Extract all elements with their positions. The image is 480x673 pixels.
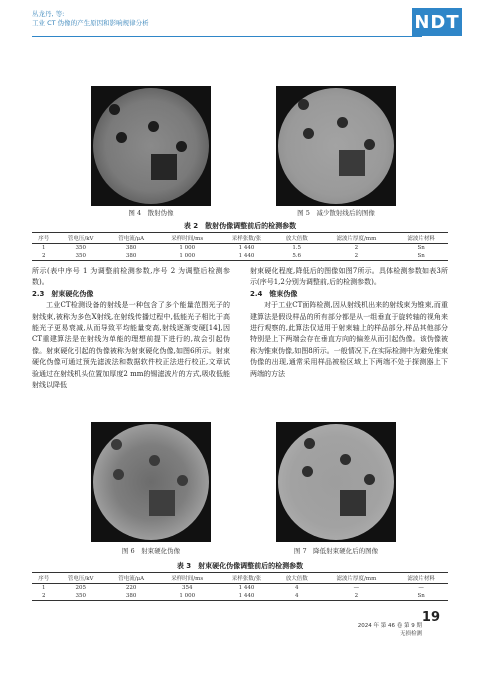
table-cell: 380: [106, 592, 157, 601]
table-cell: 220: [125, 585, 137, 591]
table-row: [32, 584, 448, 593]
figure-5-image: [276, 86, 396, 206]
table-cell: 1 440: [218, 592, 275, 601]
table-cell: Sn: [394, 252, 448, 261]
paragraph: 对于工业CT面阵检测,因从射线机出来的射线束为锥束,而重建算法是假设样品的所有部分都是从一组垂直于旋转轴的视角来进行观察的,此算法仅适用于射束轴上的样品部分,样品其他部分特别是上下两端会存在垂直方向的偏差从而引起伪像。该伪像被称为锥束伪像,如图8所示。一般情况下,在实际检测中为避免锥束伪像的出现,通常采用样品被检区域上下两端不处于探测器上下两端的方法: [250, 301, 448, 378]
paragraph: 工业CT检测设备的射线是一种包含了多个能量范围光子的射线束,被称为多色X射线,在射线传播过程中,低能光子相比于高能光子更易衰减,从而导致平均能量变高,射线逐渐变硬[14],因CT重建算法是在射线为单能的理想前提下进行的,故会引起伪像。射束硬化引起的伪像被称为射束硬化伪像,如图6所示。射束硬化伪像可通过预先滤波法和数据软件校正法进行校正,文章试验通过在射线机头位置加厚度2 mm的锡滤波片的方式,吸收低能射线以降低: [32, 301, 230, 390]
figure-6-image: [91, 422, 211, 542]
table-2-caption: 表 2 散射伪像调整前后的检测参数: [183, 222, 297, 230]
section-heading: 2.4 锥束伪像: [250, 289, 298, 298]
figure-7-image: [276, 422, 396, 542]
right-text-column: [250, 266, 448, 380]
table-cell: 1 000: [179, 245, 196, 251]
paragraph: 所示(表中序号 1 为调整前检测参数,序号 2 为调整后检测参数)。: [32, 267, 230, 287]
table-cell: 2: [32, 592, 56, 601]
table-header-cell: 滤波片厚度/mm: [318, 573, 394, 584]
table-cell: 4: [294, 585, 299, 591]
table-header-cell: 采样时间/ms: [156, 573, 218, 584]
table-cell: 1 000: [156, 592, 218, 601]
table-cell: 380: [106, 252, 157, 261]
table-header-cell: 放大倍数: [275, 233, 319, 244]
table-header-cell: 采样时间/ms: [156, 233, 218, 244]
footer: [358, 622, 422, 638]
table-cell: 1 440: [218, 252, 275, 261]
figure-5-caption: 图 5 减少散射线后的图像: [297, 209, 375, 217]
table-cell: 1: [42, 585, 46, 591]
header-rule: [32, 36, 422, 37]
figure-4-image: [91, 86, 211, 206]
table-row: [32, 252, 448, 261]
table-cell: 350: [56, 592, 106, 601]
table-row: [32, 244, 448, 253]
table-cell: 2: [318, 592, 394, 601]
table-header-cell: 序号: [32, 233, 56, 244]
figure-7-caption: 图 7 降低射束硬化后的图像: [293, 547, 379, 555]
journal-logo: NDT: [412, 8, 462, 36]
header-authors: 丛龙丹, 等:: [32, 10, 65, 18]
table-cell: 1 000: [156, 252, 218, 261]
table-cell: Sn: [394, 592, 448, 601]
table-cell: 380: [125, 245, 137, 251]
table-header-cell: 滤波片厚度/mm: [318, 233, 394, 244]
table-cell: —: [353, 585, 360, 591]
table-cell: 1: [42, 245, 46, 251]
table-2: [32, 232, 448, 261]
table-3: [32, 572, 448, 601]
table-cell: 5.6: [275, 252, 319, 261]
table-cell: 350: [75, 245, 86, 251]
left-text-column: [32, 266, 230, 391]
table-3-caption: 表 3 射束硬化伪像调整前后的检测参数: [176, 562, 304, 570]
table-header-cell: 采样张数/张: [218, 573, 275, 584]
footer-issue: 2024 年 第 46 卷 第 9 期: [357, 623, 422, 629]
header-title: 工业 CT 伪像的产生原因和影响规律分析: [32, 19, 149, 27]
table-cell: 1 440: [238, 585, 255, 591]
paragraph: 射束硬化程度,降低后的图像如图7所示。具体检测参数如表3所示(序号1,2分别为调整前,后的检测参数)。: [250, 267, 448, 287]
table-cell: —: [418, 585, 424, 591]
table-cell: 4: [275, 592, 319, 601]
table-3-header-row: [32, 573, 448, 584]
figure-6-caption: 图 6 射束硬化伪像: [121, 547, 181, 555]
table-cell: Sn: [417, 245, 425, 251]
table-row: [32, 592, 448, 601]
table-cell: 354: [181, 585, 193, 591]
table-header-cell: 滤波片材料: [394, 573, 448, 584]
running-header: [32, 10, 412, 28]
table-header-cell: 放大倍数: [275, 573, 319, 584]
table-header-cell: 管电压/kV: [56, 573, 106, 584]
figure-4-caption: 图 4 散射伪像: [128, 209, 174, 217]
table-cell: 1.5: [292, 245, 302, 251]
table-header-cell: 管电流/μA: [106, 573, 157, 584]
table-header-cell: 序号: [32, 573, 56, 584]
table-header-cell: 管电流/μA: [106, 233, 157, 244]
table-cell: 2: [32, 252, 56, 261]
table-cell: 205: [75, 585, 86, 591]
footer-journal: 无损检测: [399, 631, 422, 637]
table-header-cell: 采样张数/张: [218, 233, 275, 244]
table-header-cell: 滤波片材料: [394, 233, 448, 244]
page-number: 19: [421, 610, 440, 625]
table-header-cell: 管电压/kV: [56, 233, 106, 244]
table-cell: 1 440: [238, 245, 255, 251]
table-2-header-row: [32, 233, 448, 244]
table-cell: 2: [318, 252, 394, 261]
table-cell: 350: [56, 252, 106, 261]
section-heading: 2.3 射束硬化伪像: [32, 289, 94, 298]
table-cell: 2: [354, 245, 359, 251]
